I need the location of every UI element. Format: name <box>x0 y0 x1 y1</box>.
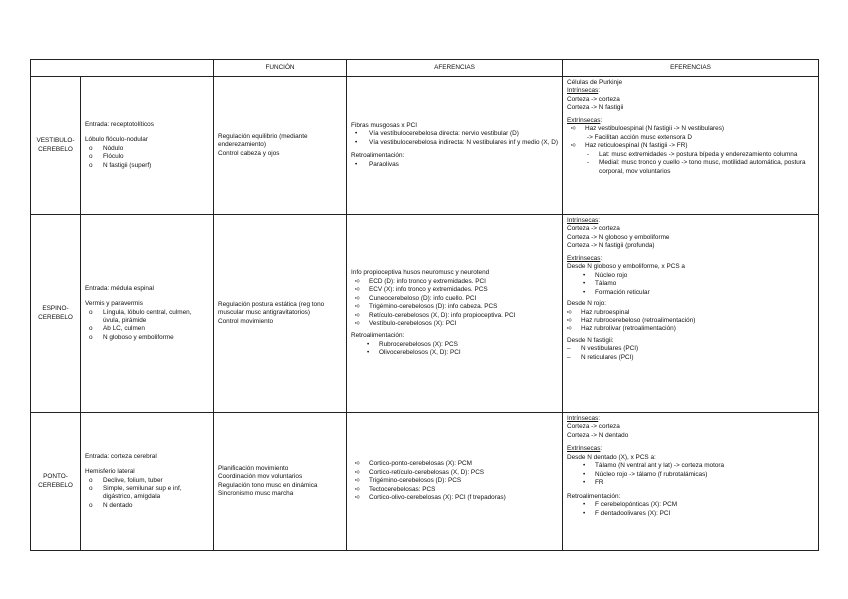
entrada-extra: Hemisferio lateral <box>85 468 135 476</box>
list-item: ➪ Vestíbulo-cerebelosos (X): PCI <box>355 319 457 327</box>
list-item: • F dentadoolivares (X): PCI <box>583 509 671 517</box>
list-item: Corteza -> corteza <box>567 225 620 233</box>
entrada-title: Entrada: corteza cerebral <box>85 452 157 460</box>
row-vestibulocerebelo <box>31 77 819 215</box>
list-item: – N reticulares (PCI) <box>567 353 634 361</box>
header-funcion: FUNCIÓN <box>214 60 347 77</box>
list-item: o Declive, folium, tuber <box>89 476 163 484</box>
list-item: ➪ Haz rubrocerebeloso (retroalimentación) <box>567 316 696 324</box>
retro-title: Retroalimentación: <box>351 332 405 340</box>
nf-head: Desde N fastigii: <box>567 336 614 344</box>
list-item: o N dentado <box>89 501 133 509</box>
aferencias-cell <box>347 413 563 551</box>
intrinsecas-title: Intrínsecas <box>567 415 599 422</box>
aferencias-cell <box>347 77 563 215</box>
list-item: o Flóculo <box>89 153 124 161</box>
row-name: PONTO- CEREBELO <box>31 413 81 551</box>
list-item: o Simple, semilunar sup e inf, digástrico, amígdala <box>89 485 182 501</box>
list-item: • Tálamo (N ventral ant y lat) -> corteza motora <box>583 462 725 470</box>
header-row <box>31 60 819 77</box>
list-item: ➪ Retículo-cerebelosos (X, D): info propioceptiva. PCI <box>355 311 516 319</box>
list-item: • Vía vestibulocerebelosa indirecta: N vestibulares inf y medio (X, D) <box>355 138 558 146</box>
intrinsecas-title: Intrínsecas <box>567 217 599 224</box>
entrada-cell <box>81 215 214 413</box>
list-item: ➪ Cuneocerebeloso (D): info cuello. PCI <box>355 294 477 302</box>
extr-head: Desde N dentado (X), x PCS a: <box>567 453 656 461</box>
list-item: ➪ Haz reticuloespinal (N fastigii -> FR) <box>571 142 688 150</box>
list-item: - Medial: musc tronco y cuello -> tono musc, motilidad automática, postura corporal, mov voluntarios <box>587 159 806 175</box>
list-item: ➪ ECD (D): info tronco y extremidades. PCI <box>355 277 486 285</box>
list-item: ➪ Cortico-olivo-cerebelosas (X): PCI (f trepadoras) <box>355 494 506 502</box>
eferencias-cell: Intrínsecas: Corteza -> corteza Corteza -> N dentado Extrínsecas: Desde N dentado (X), x PCS a: • Tálamo (N ventral ant y lat) -> corteza motora • Núcleo rojo -> tálamo (f rubrotalámicas) • FR Retroalimentación: • F cerebelopónticas (X): PCM • F dentadoolivares (X): PCI <box>563 413 819 551</box>
aferencias-title: Info propioceptiva husos neuromusc y neurotend <box>351 269 490 277</box>
entrada-cell <box>81 77 214 215</box>
list-item: Corteza -> corteza <box>567 423 620 431</box>
retro-title: Retroalimentación: <box>567 492 621 500</box>
header-aferencias: AFERENCIAS <box>347 60 563 77</box>
list-item: ➪ Trigémino-cerebelosos (D): PCS <box>355 477 462 485</box>
list-item: • FR <box>583 479 604 487</box>
list-item: Corteza -> N fastigii (profunda) <box>567 242 655 250</box>
list-item: Corteza -> N globoso y emboliforme <box>567 233 670 241</box>
entrada-title: Entrada: médula espinal <box>85 284 154 292</box>
row-name: ESPINO- CEREBELO <box>31 215 81 413</box>
funcion-cell: Regulación equilibrio (mediante enderezamiento) Control cabeza y ojos <box>214 77 347 215</box>
list-item: Corteza -> N fastigii <box>567 104 624 112</box>
extrinsecas-title: Extrínsecas <box>567 445 601 453</box>
list-item: • Rubrocerebelosos (X): PCS <box>367 340 458 348</box>
list-item: ➪ Haz vestibuloespinal (N fastigii -> N vestibulares) <box>571 125 725 133</box>
extr-head: Desde N globoso y emboliforme, x PCS a <box>567 263 685 271</box>
list-item: -> Facilitan acción musc extensora D <box>587 133 692 141</box>
list-item: • Paraolivas <box>355 160 399 168</box>
list-item: • Formación reticular <box>583 288 650 296</box>
list-item: • F cerebelopónticas (X): PCM <box>583 501 678 509</box>
cerebellum-table <box>30 59 819 551</box>
extrinsecas-title: Extrínsecas <box>567 116 601 124</box>
row-name: VESTIBULO- CEREBELO <box>31 77 81 215</box>
aferencias-cell <box>347 215 563 413</box>
list-item: ➪ Trigémino-cerebelosos (D): info cabeza. PCS <box>355 303 498 311</box>
list-item: • Núcleo rojo -> tálamo (f rubrotalámicas) <box>583 470 708 478</box>
header-eferencias: EFERENCIAS <box>563 60 819 77</box>
eferencias-top: Células de Purkinje <box>567 79 623 86</box>
retro-title: Retroalimentación: <box>351 152 405 160</box>
list-item: o Língula, lóbulo central, culmen, úvula, pirámide <box>89 308 192 324</box>
list-item: ➪ ECV (X): info tronco y extremidades. PCS <box>355 286 488 294</box>
list-item: o Ab LC, culmen <box>89 325 145 333</box>
eferencias-cell: Células de Purkinje Intrínsecas: Corteza -> corteza Corteza -> N fastigii Extrínsecas: ➪ Haz vestibuloespinal (N fastigii -> N vestibulares) -> Facilitan acción musc extensora D ➪ Haz reticuloespinal (N fastigii -> FR) - Lat: musc extremidades -> postura bípeda y enderezamiento columna - Medial: musc tronco y cuello -> tono musc, motilidad automática, postura corporal, mov voluntarios <box>563 77 819 215</box>
list-item: • Olivocerebelosos (X, D): PCI <box>367 349 461 357</box>
list-item: • Tálamo <box>583 280 617 288</box>
list-item: o N fastigii (superf) <box>89 161 152 169</box>
list-item: - Lat: musc extremidades -> postura bípeda y enderezamiento columna <box>587 150 798 158</box>
entrada-cell <box>81 413 214 551</box>
row-pontocerebelo <box>31 413 819 551</box>
list-item: o N globoso y emboliforme <box>89 333 174 341</box>
header-empty <box>31 60 214 77</box>
entrada-extra: Vermis y paravermis <box>85 300 143 308</box>
list-item: Corteza -> corteza <box>567 95 620 103</box>
funcion-cell: Planificación movimiento Coordinación mov voluntarios Regulación tono musc en dinámica Sincronismo musc marcha <box>214 413 347 551</box>
aferencias-title: Fibras musgosas x PCI <box>351 121 418 129</box>
list-item: • Vía vestíbulocerebelosa directa: nervio vestibular (D) <box>355 130 519 138</box>
list-item: • Núcleo rojo <box>583 271 628 279</box>
intrinsecas-title: Intrínsecas <box>567 87 599 95</box>
list-item: ➪ Haz rubroespinal <box>567 308 630 316</box>
extrinsecas-title: Extrínsecas <box>567 254 601 262</box>
row-espinocerebelo <box>31 215 819 413</box>
list-item: ➪ Haz rubrolivar (retroalimentación) <box>567 325 676 333</box>
funcion-cell: Regulación postura estática (reg tono muscular musc antigravitatorios) Control movimiento <box>214 215 347 413</box>
list-item: ➪ Cortico-retículo-cerebelosas (X, D): PCS <box>355 468 485 476</box>
list-item: o Nódulo <box>89 144 124 152</box>
entrada-title: Entrada: receptotolíticos <box>85 120 154 128</box>
list-item: Corteza -> N dentado <box>567 431 629 439</box>
list-item: ➪ Cortico-ponto-cerebelosas (X): PCM <box>355 460 472 468</box>
entrada-extra: Lóbulo flóculo-nodular <box>85 136 148 144</box>
eferencias-cell: Intrínsecas: Corteza -> corteza Corteza -> N globoso y emboliforme Corteza -> N fastigii (profunda) Extrínsecas: Desde N globoso y emboliforme, x PCS a • Núcleo rojo • Tálamo • Formación reticular Desde N rojo: ➪ Haz rubroespinal ➪ Haz rubrocerebeloso (retroalimentación) ➪ Haz rubrolivar (retroalimentación) Desde N fastigii: – N vestibulares (PCI) – N reticulares (PCI) <box>563 215 819 413</box>
nr-head: Desde N rojo: <box>567 300 607 308</box>
list-item: – N vestibulares (PCI) <box>567 345 639 353</box>
list-item: ➪ Tectocerebelosas: PCS <box>355 485 436 493</box>
